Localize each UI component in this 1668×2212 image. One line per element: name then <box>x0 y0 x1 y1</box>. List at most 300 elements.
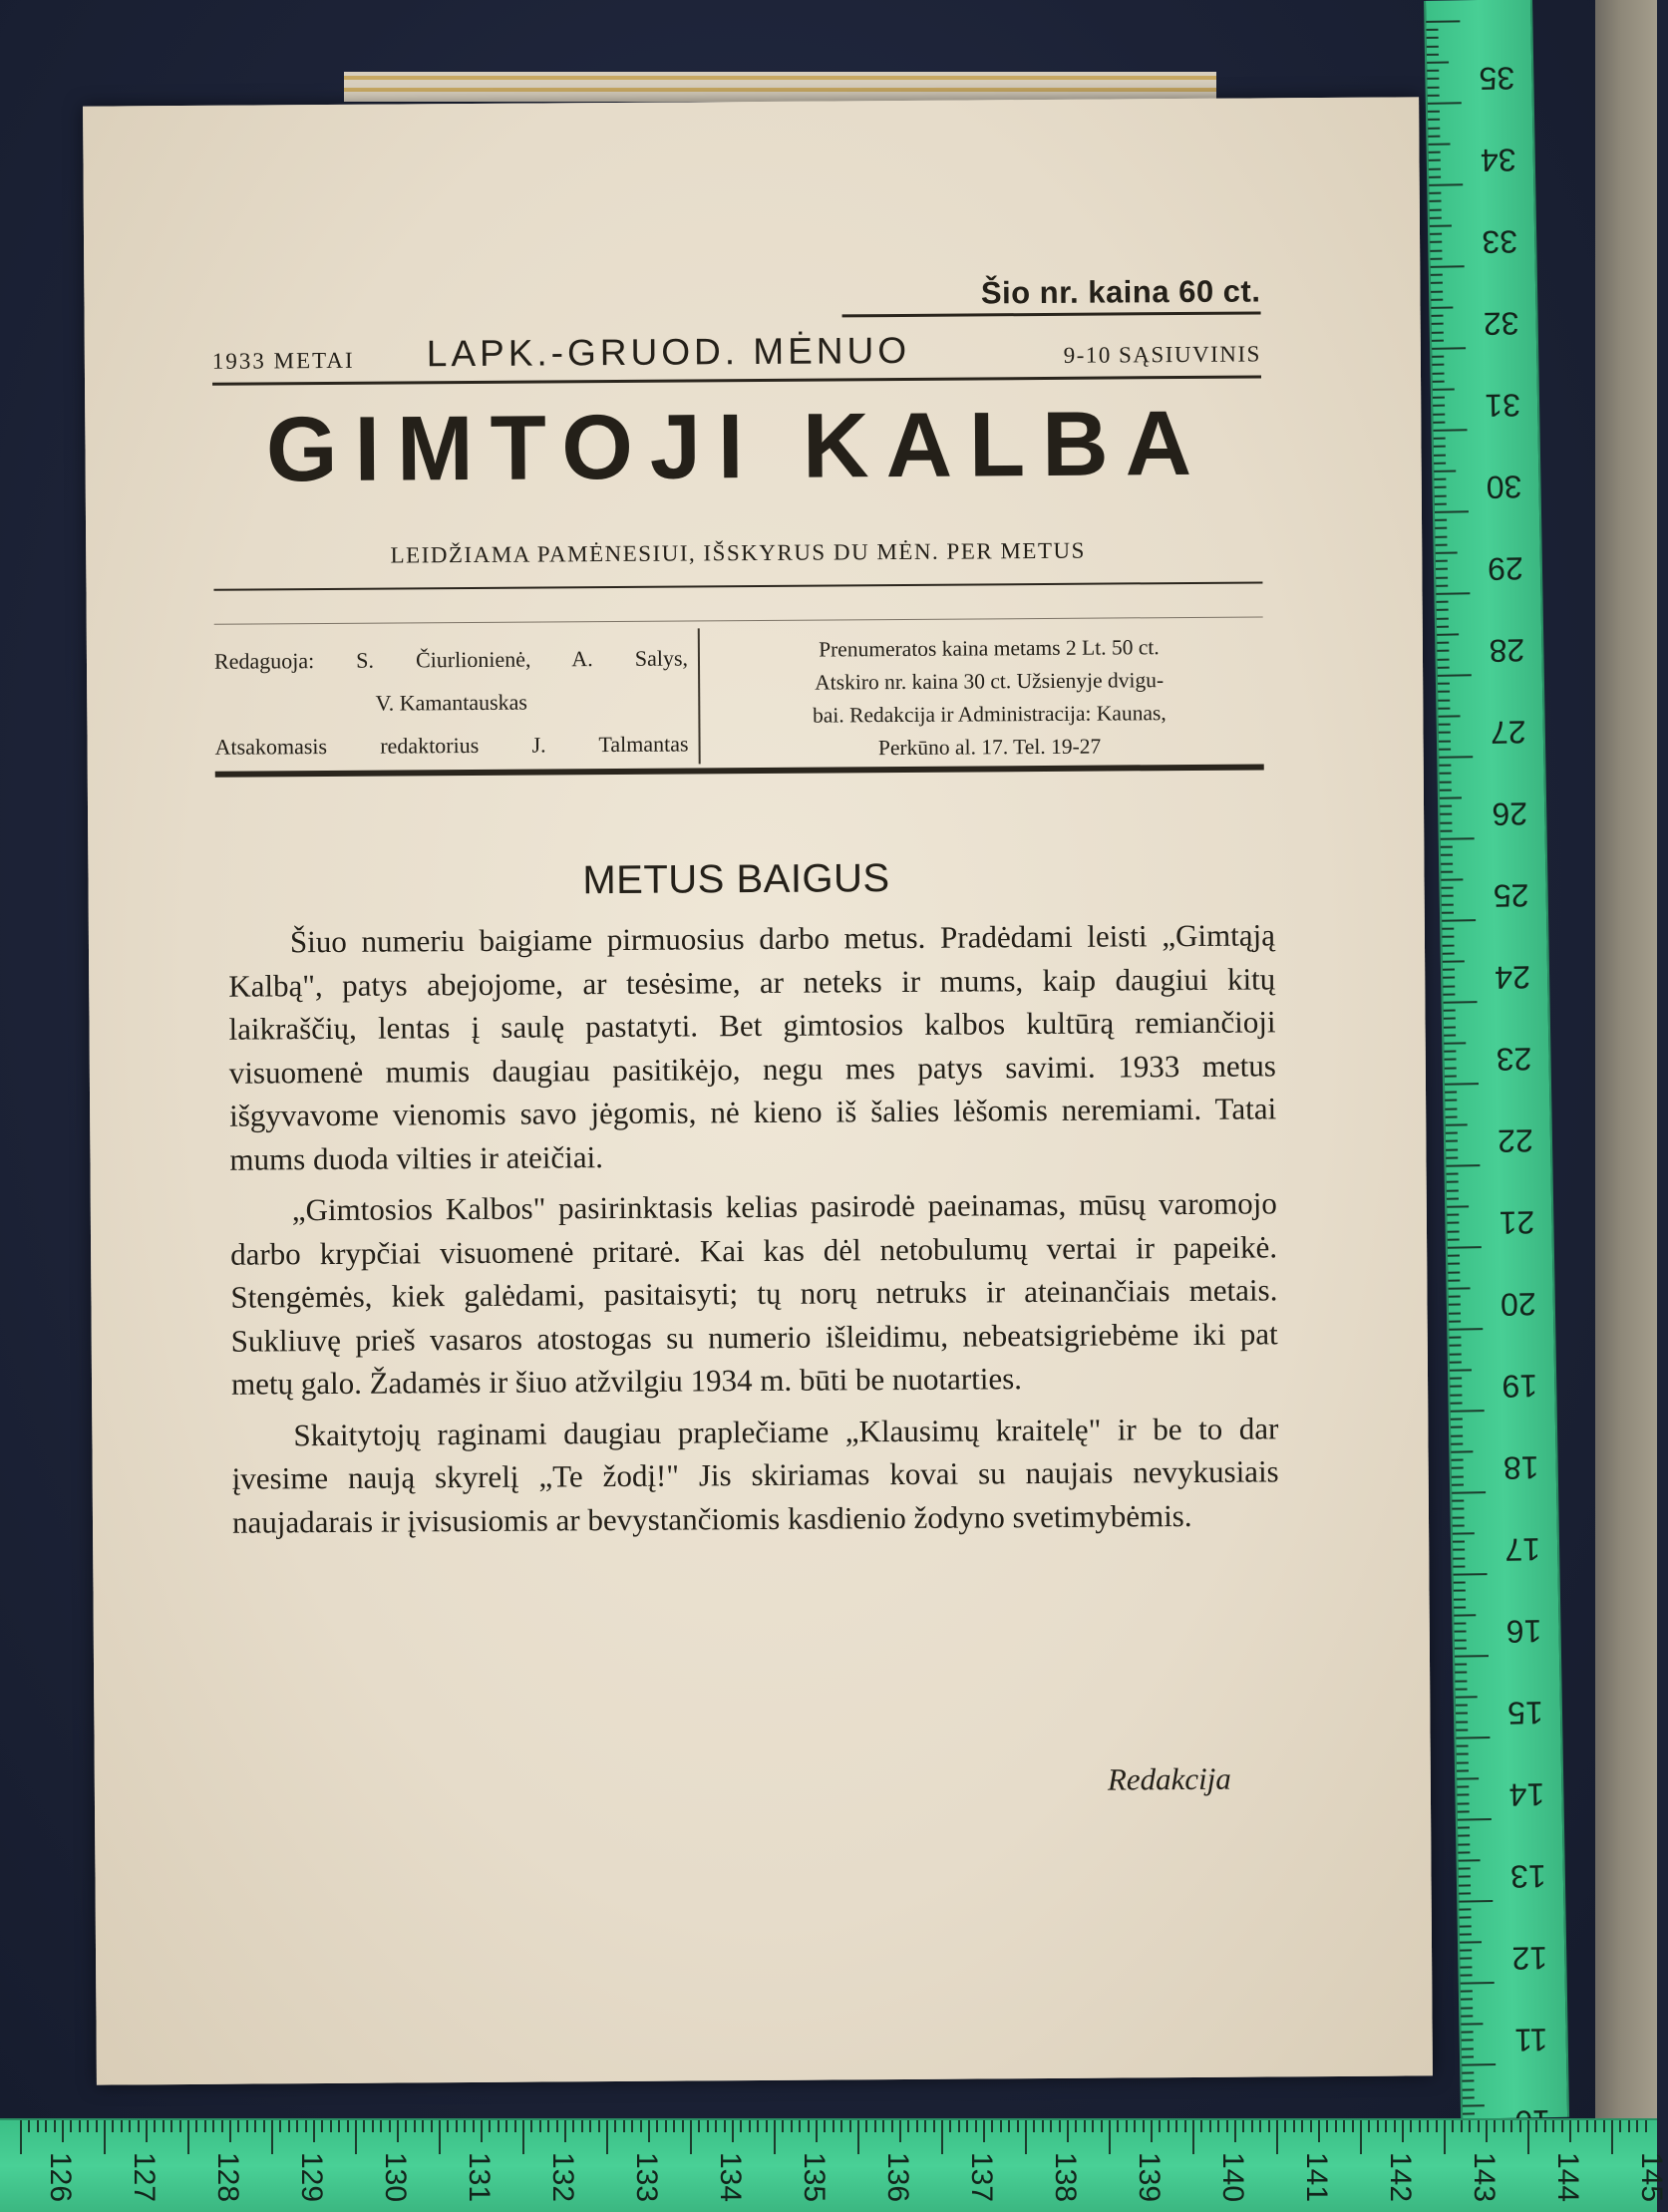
tape-tick <box>514 2120 516 2132</box>
tape-tick <box>1451 1402 1463 1404</box>
tape-tick <box>1432 331 1444 333</box>
tape-tick <box>1443 969 1455 971</box>
tape-tick <box>1426 29 1438 31</box>
tape-tick <box>1462 2080 1474 2082</box>
tape-tick <box>1636 2120 1638 2132</box>
tape-tick <box>1449 1296 1461 1298</box>
tape-tick <box>1458 1810 1470 1812</box>
tape-tick <box>1435 502 1447 504</box>
tape-tick <box>1441 878 1463 880</box>
tape-tick <box>1434 429 1468 432</box>
tape-tick <box>1446 1164 1480 1167</box>
tape-number: 141 <box>1300 2151 1333 2203</box>
tape-tick <box>1430 241 1442 243</box>
tape-tick <box>1352 2120 1354 2132</box>
column-divider <box>698 628 701 764</box>
tape-tick <box>1461 2015 1473 2017</box>
tape-tick <box>1433 372 1445 374</box>
tape-tick <box>707 2120 709 2132</box>
tape-number: 25 <box>1493 877 1529 914</box>
tape-tick <box>1447 1181 1459 1183</box>
tape-tick <box>1436 568 1448 570</box>
tape-tick <box>1469 2120 1471 2132</box>
tape-tick <box>1456 1737 1490 1739</box>
tape-number: 144 <box>1551 2151 1584 2203</box>
editors-line: Atsakomasis redaktorius J. Talmantas <box>214 731 689 760</box>
tape-tick <box>1226 2120 1228 2132</box>
tape-tick <box>1438 699 1450 701</box>
tape-tick <box>1442 928 1454 930</box>
tape-tick <box>1217 2120 1219 2132</box>
tape-tick <box>1552 2120 1554 2132</box>
tape-tick <box>924 2120 926 2132</box>
tape-tick <box>1432 323 1444 325</box>
tape-tick <box>874 2120 876 2132</box>
tape-number: 16 <box>1505 1613 1542 1650</box>
tape-tick <box>1453 1557 1465 1559</box>
tape-tick <box>1544 2120 1546 2132</box>
tape-tick <box>1433 421 1445 423</box>
tape-tick <box>1454 1623 1466 1625</box>
tape-tick <box>724 2120 726 2132</box>
tape-tick <box>1432 339 1444 341</box>
tape-tick <box>1067 2120 1069 2142</box>
tape-tick <box>1462 2055 1474 2057</box>
tape-tick <box>1335 2120 1337 2132</box>
tape-tick <box>1427 78 1439 80</box>
tape-tick <box>1441 837 1475 840</box>
tape-tick <box>1429 144 1451 146</box>
tape-tick <box>489 2120 491 2132</box>
tape-tick <box>422 2120 424 2132</box>
tape-tick <box>1429 175 1441 177</box>
tape-number: 18 <box>1502 1449 1539 1486</box>
tape-tick <box>1448 1263 1460 1265</box>
tape-tick <box>732 2120 734 2142</box>
tape-tick <box>606 2120 608 2154</box>
tape-tick <box>1428 102 1462 105</box>
tape-tick <box>1209 2120 1211 2132</box>
tape-tick <box>1419 2120 1421 2132</box>
tape-tick <box>1428 94 1440 96</box>
tape-tick <box>1486 2120 1488 2142</box>
tape-tick <box>1442 895 1454 897</box>
tape-tick <box>1434 478 1446 480</box>
tape-tick <box>631 2120 633 2132</box>
tape-tick <box>1268 2120 1270 2132</box>
tape-tick <box>1455 1647 1467 1649</box>
tape-tick <box>1447 1214 1459 1216</box>
tape-tick <box>246 2120 248 2132</box>
tape-tick <box>1460 1917 1472 1919</box>
tape-tick <box>1449 1337 1461 1339</box>
tape-tick <box>1441 862 1453 864</box>
tape-tick <box>330 2120 332 2132</box>
tape-tick <box>1461 1974 1473 1976</box>
tape-tick <box>1443 952 1455 954</box>
tape-tick <box>1450 1394 1462 1396</box>
tape-number: 32 <box>1483 305 1519 342</box>
tape-tick <box>816 2120 818 2142</box>
tape-number: 23 <box>1496 1041 1532 1078</box>
tape-tick <box>1461 1999 1473 2001</box>
tape-tick <box>1318 2120 1320 2142</box>
horizontal-measuring-tape <box>0 2118 1668 2212</box>
tape-tick <box>1459 1859 1481 1861</box>
tape-tick <box>1000 2120 1002 2132</box>
tape-tick <box>1434 454 1446 456</box>
tape-tick <box>1008 2120 1010 2132</box>
tape-tick <box>405 2120 407 2132</box>
tape-tick <box>1025 2120 1027 2154</box>
tape-tick <box>1433 397 1445 399</box>
tape-tick <box>1084 2120 1086 2132</box>
tape-tick <box>1454 1606 1466 1608</box>
tape-tick <box>1455 1672 1467 1674</box>
tape-tick <box>1436 551 1458 553</box>
tape-tick <box>372 2120 374 2132</box>
tape-number: 143 <box>1468 2151 1501 2203</box>
tape-tick <box>1447 1189 1459 1191</box>
subscription-line: bai. Redakcija ir Administracija: Kaunas, <box>812 701 1167 728</box>
tape-tick <box>1457 1777 1479 1779</box>
tape-tick <box>766 2120 768 2132</box>
tape-tick <box>1447 1197 1459 1199</box>
tape-tick <box>1459 1876 1471 1878</box>
tape-number: 129 <box>295 2151 328 2203</box>
editors-line: Redaguoja: S. Čiurlionienė, A. Salys, <box>213 645 689 674</box>
tape-tick <box>1428 119 1440 121</box>
tape-tick <box>1033 2120 1035 2132</box>
tape-tick <box>1456 1721 1468 1723</box>
tape-tick <box>62 2120 64 2142</box>
tape-tick <box>1449 1312 1461 1314</box>
tape-tick <box>1284 2120 1286 2132</box>
tape-number: 131 <box>463 2151 496 2203</box>
tape-number: 136 <box>881 2151 914 2203</box>
tape-tick <box>1435 519 1447 521</box>
tape-tick <box>1453 1541 1465 1543</box>
tape-tick <box>640 2120 642 2132</box>
tape-tick <box>464 2120 466 2132</box>
tape-tick <box>1455 1631 1467 1633</box>
tape-tick <box>456 2120 458 2132</box>
tape-tick <box>1440 821 1452 823</box>
tape-tick <box>1427 2120 1429 2132</box>
tape-tick <box>221 2120 223 2132</box>
tape-tick <box>1192 2120 1194 2154</box>
tape-tick <box>808 2120 810 2132</box>
tape-tick <box>1459 1868 1471 1870</box>
tape-tick <box>505 2120 507 2132</box>
tape-tick <box>1442 911 1454 913</box>
tape-tick <box>740 2120 742 2132</box>
tape-number: 133 <box>630 2151 663 2203</box>
tape-number: 132 <box>546 2151 579 2203</box>
tape-tick <box>70 2120 72 2132</box>
issue-month: LAPK.-GRUOD. MĖNUO <box>426 329 911 375</box>
tape-tick <box>1059 2120 1061 2132</box>
tape-tick <box>481 2120 483 2142</box>
tape-tick <box>163 2120 165 2132</box>
tape-tick <box>1440 781 1452 783</box>
tape-tick <box>1577 2120 1579 2132</box>
tape-tick <box>1117 2120 1119 2132</box>
tape-tick <box>112 2120 114 2132</box>
tape-number: 134 <box>714 2151 747 2203</box>
tape-tick <box>1628 2120 1630 2132</box>
tape-number: 24 <box>1495 959 1531 996</box>
tape-tick <box>1437 642 1449 644</box>
tape-tick <box>1561 2120 1563 2132</box>
tape-tick <box>1440 796 1462 798</box>
tape-tick <box>1430 249 1442 251</box>
tape-tick <box>1456 1696 1478 1698</box>
tape-tick <box>170 2120 172 2132</box>
tape-tick <box>1450 1353 1462 1355</box>
tape-tick <box>1451 1419 1463 1421</box>
tape-tick <box>1276 2120 1278 2154</box>
tape-tick <box>288 2120 290 2132</box>
tape-tick <box>1431 298 1443 300</box>
tape-tick <box>1444 1001 1478 1004</box>
tape-tick <box>907 2120 909 2132</box>
tape-tick <box>1443 977 1455 979</box>
tape-tick <box>1394 2120 1396 2132</box>
tape-tick <box>975 2120 977 2132</box>
tape-tick <box>1440 813 1452 815</box>
tape-tick <box>539 2120 541 2132</box>
tape-number: 138 <box>1049 2151 1082 2203</box>
article-paragraph: Skaitytojų raginami daugiau praplečiame „Klausimų kraitelę" ir be to dar įvesime naują skyrelį „Te žodį!" Jis skiriamas kovai su naujais nevykusiais naujadarais ir įvisusiomis ar bevystančiomis kasdienio žodyno svetimybėmis. <box>231 1410 1279 1540</box>
tape-tick <box>54 2120 56 2132</box>
tape-tick <box>1457 1761 1469 1763</box>
tape-tick <box>1430 200 1442 202</box>
tape-tick <box>1433 413 1445 415</box>
gold-border-line <box>344 76 1216 80</box>
tape-tick <box>1436 560 1448 562</box>
tape-tick <box>1458 1851 1470 1853</box>
tape-tick <box>1444 1010 1456 1012</box>
divider-rule <box>213 581 1262 590</box>
tape-tick <box>1455 1664 1467 1666</box>
tape-tick <box>1439 715 1461 717</box>
tape-tick <box>1431 265 1465 268</box>
issue-price: Šio nr. kaina 60 ct. <box>841 273 1260 317</box>
divider-rule <box>214 616 1263 624</box>
tape-tick <box>1452 1475 1464 1477</box>
tape-tick <box>1326 2120 1328 2132</box>
tape-tick <box>1454 1573 1488 1576</box>
tape-tick <box>1447 1222 1459 1224</box>
tape-tick <box>1450 1369 1472 1371</box>
tape-tick <box>1453 1565 1465 1567</box>
tape-tick <box>1442 887 1454 889</box>
tape-tick <box>313 2120 315 2142</box>
tape-tick <box>1429 167 1441 169</box>
tape-tick <box>1460 1958 1472 1960</box>
tape-tick <box>1441 854 1453 856</box>
tape-tick <box>556 2120 558 2132</box>
tape-tick <box>1436 2120 1438 2132</box>
tape-tick <box>840 2120 842 2132</box>
tape-tick <box>1586 2120 1588 2132</box>
subscription-block <box>715 630 1264 766</box>
tape-number: 30 <box>1486 469 1522 505</box>
magazine-page <box>83 97 1433 2084</box>
article-body <box>228 913 1279 1551</box>
subscription-line: Atskiro nr. kaina 30 ct. Užsienyje dvigu- <box>815 668 1165 695</box>
tape-tick <box>1463 2088 1475 2090</box>
tape-tick <box>1449 1287 1471 1289</box>
tape-tick <box>1645 2120 1647 2132</box>
table-edge <box>1595 0 1657 2123</box>
tape-tick <box>1446 1123 1468 1125</box>
tape-tick <box>1143 2120 1145 2132</box>
tape-tick <box>1444 2120 1446 2154</box>
tape-tick <box>1451 1410 1485 1413</box>
tape-tick <box>1151 2120 1153 2142</box>
tape-tick <box>1175 2120 1177 2132</box>
tape-tick <box>1445 1083 1479 1086</box>
tape-tick <box>1441 846 1453 848</box>
tape-tick <box>1459 1909 1471 1911</box>
tape-tick <box>1527 2120 1529 2154</box>
tape-tick <box>1433 388 1455 390</box>
tape-tick <box>1427 45 1439 47</box>
subscription-line: Prenumeratos kaina metams 2 Lt. 50 ct. <box>819 635 1160 662</box>
tape-tick <box>1442 919 1476 922</box>
tape-tick <box>1435 486 1447 488</box>
tape-tick <box>1452 1459 1464 1461</box>
tape-tick <box>1434 470 1456 472</box>
tape-tick <box>1456 1688 1468 1690</box>
tape-tick <box>179 2120 181 2132</box>
tape-tick <box>1448 1246 1482 1249</box>
tape-tick <box>1456 1713 1468 1715</box>
tape-tick <box>1360 2120 1362 2154</box>
tape-tick <box>1251 2120 1253 2132</box>
tape-tick <box>254 2120 256 2132</box>
tape-tick <box>614 2120 616 2132</box>
tape-tick <box>916 2120 918 2132</box>
tape-tick <box>355 2120 357 2154</box>
tape-number: 126 <box>44 2151 77 2203</box>
tape-tick <box>431 2120 433 2132</box>
tape-number: 128 <box>211 2151 244 2203</box>
tape-tick <box>749 2120 751 2132</box>
tape-tick <box>1445 1107 1457 1109</box>
tape-number: 28 <box>1489 632 1525 669</box>
tape-tick <box>1494 2120 1496 2132</box>
tape-tick <box>1438 691 1450 693</box>
tape-tick <box>1454 1590 1466 1592</box>
tape-tick <box>1301 2120 1303 2132</box>
tape-tick <box>1458 1827 1470 1829</box>
tape-tick <box>1461 2120 1463 2132</box>
tape-tick <box>1457 1769 1469 1771</box>
tape-tick <box>572 2120 574 2132</box>
tape-tick <box>966 2120 968 2132</box>
tape-tick <box>1594 2120 1596 2132</box>
tape-tick <box>1451 1426 1463 1428</box>
tape-number: 127 <box>128 2151 161 2203</box>
tape-tick <box>1461 1982 1495 1985</box>
tape-tick <box>682 2120 684 2132</box>
tape-tick <box>1431 257 1443 259</box>
tape-tick <box>1428 111 1440 113</box>
tape-tick <box>1343 2120 1345 2132</box>
tape-tick <box>1259 2120 1261 2132</box>
tape-tick <box>1446 1115 1458 1117</box>
tape-tick <box>1432 364 1444 366</box>
tape-tick <box>1457 1745 1469 1747</box>
tape-tick <box>1439 740 1451 742</box>
tape-tick <box>1042 2120 1044 2132</box>
tape-tick <box>296 2120 298 2132</box>
tape-tick <box>1456 1705 1468 1707</box>
tape-tick <box>1075 2120 1077 2132</box>
tape-tick <box>1448 1279 1460 1281</box>
tape-tick <box>1426 20 1460 23</box>
tape-tick <box>187 2120 189 2154</box>
tape-tick <box>1439 756 1473 759</box>
issue-year: 1933 METAI <box>211 347 355 374</box>
tape-tick <box>1368 2120 1370 2132</box>
tape-tick <box>1443 960 1465 962</box>
tape-tick <box>1310 2120 1312 2132</box>
tape-tick <box>1441 870 1453 872</box>
tape-tick <box>1453 1532 1475 1534</box>
tape-tick <box>899 2120 901 2142</box>
tape-tick <box>547 2120 549 2132</box>
tape-tick <box>1453 1516 1465 1518</box>
tape-tick <box>1435 510 1469 513</box>
tape-tick <box>1461 2007 1473 2009</box>
tape-tick <box>1450 1361 1462 1363</box>
tape-tick <box>1126 2120 1128 2132</box>
tape-tick <box>791 2120 793 2132</box>
tape-tick <box>1443 985 1455 987</box>
tape-tick <box>146 2120 148 2142</box>
tape-tick <box>1445 1059 1457 1061</box>
tape-tick <box>833 2120 834 2132</box>
tape-tick <box>589 2120 591 2132</box>
tape-tick <box>1432 315 1444 317</box>
tape-number: 35 <box>1479 60 1515 97</box>
tape-tick <box>20 2120 22 2154</box>
tape-tick <box>87 2120 89 2132</box>
article-paragraph: „Gimtosios Kalbos" pasirinktasis kelias pasirodė paeinamas, mūsų varomojo darbo krypčiai visuomenė pritarė. Kai kas dėl netobulumų vertai ir papeikė. Stengėmės, kiek galėdami, pasitaisyti; tų norų netruks ir ateinančiais metais. Sukliuvę prieš vasaros atostogas su numerio išleidimu, nebeatsigriebėme iki pat metų galo. Žadamės ir šiuo atžvilgiu 1934 m. būti be nuotarties. <box>230 1185 1278 1402</box>
tape-tick <box>1455 1680 1467 1682</box>
tape-tick <box>439 2120 441 2154</box>
subscription-line: Perkūno al. 17. Tel. 19-27 <box>877 734 1102 761</box>
tape-tick <box>1462 2040 1474 2042</box>
tape-number: 13 <box>1509 1858 1546 1895</box>
tape-tick <box>1434 462 1446 464</box>
tape-tick <box>1410 2120 1412 2132</box>
tape-tick <box>673 2120 675 2132</box>
tape-tick <box>1452 2120 1454 2132</box>
tape-tick <box>1436 576 1448 578</box>
tape-tick <box>1427 62 1449 64</box>
tape-tick <box>1446 1156 1458 1158</box>
tape-tick <box>1435 494 1447 496</box>
tape-tick <box>1460 1950 1472 1952</box>
article-signature: Redakcija <box>1107 1760 1231 1797</box>
tape-tick <box>1462 2032 1474 2034</box>
tape-number: 137 <box>965 2151 998 2203</box>
